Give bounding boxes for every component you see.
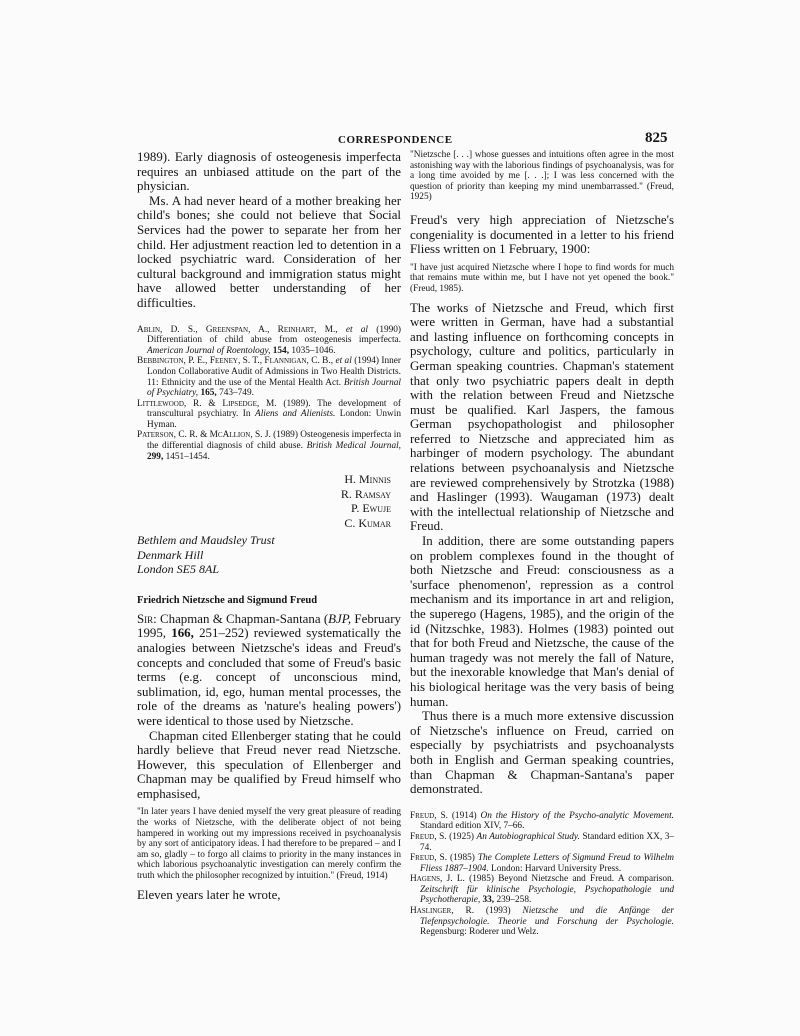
paragraph: Ms. A had never heard of a mother breaking her child's bones; she could not believe that Social Services had the power to separate her from her child. Her adjustment reaction led to detention in a locked psychiatric ward. Consideration of her cultural background and immigration status might have allowed better understanding of her difficulties. [137,193,401,310]
reference: Freud, S. (1925) An Autobiographical Study. Standard edition XX, 3–74. [410,831,675,853]
signature: P. Ewuje [350,501,391,516]
block-quote: "In later years I have denied myself the very great pleasure of reading the works of Nietzsche, with the deliberate object of not being hampered in working out my impressions received in psychoanalysis by any sort of anticipatory ideas. I had therefore to be prepared – and I am so, gladly – to forgo all claims to priority in the many instances in which laborious psychoanalytic investigation can merely confirm the truth which the philosopher recognized by intuition." (Freud, 1914) [137,807,401,882]
reference-list [137,325,401,463]
reference: Hagens, J. L. (1985) Beyond Nietzsche and Freud. A comparison. Zeitschrift für klinische Psychologie, Psychopathologie und Psychotherapie, 33, 239–258. [410,874,674,906]
reference-list [410,811,674,938]
block-quote: "I have just acquired Nietzsche where I hope to find words for much that remains mute within me, but I have not yet opened the book." (Freud, 1985). [410,262,674,294]
address-line: Bethlem and Maudsley Trust [137,533,275,548]
address-block [137,533,401,577]
signature: H. Minnis [344,472,391,487]
reference: Littlewood, R. & Lipsedge, M. (1989). The development of transcultural psychiatry. In Aliens and Alienists. London: Unwin Hyman. [137,398,401,430]
signature: R. Ramsay [340,486,391,501]
block-quote: "Nietzsche [. . .] whose guesses and intuitions often agree in the most astonishing way with the laborious findings of psychoanalysis, was for a long time avoided by me [. . .]; I was less concerned with the question of priority than keeping my mind unembarrassed." (Freud, 1925) [410,150,674,203]
address-line: London SE5 8AL [137,562,220,577]
page-number: 825 [645,130,668,146]
paragraph: The works of Nietzsche and Freud, which first were written in German, have had a substantial and lasting influence on forthcoming concepts in psychology, culture and politics, particularly in German speaking countries. Chapman's statement that only two psychiatric papers dealt in depth with the relation between Freud and Nietzsche must be qualified. Karl Jaspers, the famous German psychopathologist and philosopher referred to Nietzsche and appreciated him as harbinger of modern psychology. The abundant relations between psychoanalysis and Nietzsche are reviewed comprehensively by Strotzka (1988) and Haslinger (1993). Waugaman (1973) dealt with the intellectual relationship of Nietzsche and Freud. [410,300,674,534]
article-heading: Friedrich Nietzsche and Sigmund Freud [137,594,318,606]
reference: Freud, S. (1914) On the History of the Psycho-analytic Movement. Standard edition XIV, 7–66. [410,810,674,832]
running-header: CORRESPONDENCE [338,134,453,146]
signature: C. Kumar [344,515,391,530]
right-column [410,150,674,938]
paragraph: Sir: Chapman & Chapman-Santana (BJP, February 1995, 166, 251–252) reviewed systematically the analogies between Nietzsche's ideas and Freud's concepts and concluded that some of Freud's basic terms (e.g. concept of unconscious mind, sublimation, id, ego, human mental processes, the role of the dreams as 'nature's healing powers') were identical to those used by Nietzsche. [137,611,402,728]
reference: Bebbington, P. E., Feeney, S. T., Flannigan, C. B., et al (1994) Inner London Collaborative Audit of Admissions in Two Health Districts. 11: Ethnicity and the use of the Mental Health Act. British Journal of Psychiatry, 165, 743–749. [137,356,402,399]
address-line: Denmark Hill [137,547,204,562]
reference: Paterson, C. R. & McAllion, S. J. (1989) Osteogenesis imperfecta in the differential diagnosis of child abuse. British Medical Journal, 299, 1451–1454. [137,430,402,462]
paragraph: Freud's very high appreciation of Nietzsche's congeniality is documented in a letter to his friend Fliess written on 1 February, 1900: [410,212,674,257]
paragraph: Chapman cited Ellenberger stating that he could hardly believe that Freud never read Nietzsche. However, this speculation of Ellenberger and Chapman may be qualified by Freud himself who emphasised, [137,728,401,801]
reference: Freud, S. (1985) The Complete Letters of Sigmund Freud to Wilhelm Fliess 1887–1904. London: Harvard University Press. [410,853,675,874]
paragraph: Thus there is a much more extensive discussion of Nietzsche's influence on Freud, carried on especially by psychiatrists and psychoanalysts both in English and German speaking countries, than Chapman & Chapman-Santana's paper demonstrated. [410,709,674,797]
left-column [137,150,401,902]
paragraph: Eleven years later he wrote, [137,887,281,902]
reference: Ablin, D. S., Greenspan, A., Reinhart, M., et al (1990) Differentiation of child abuse from osteogenesis imperfecta. American Journal of Roentology, 154, 1035–1046. [137,324,402,356]
paragraph: In addition, there are some outstanding papers on problem complexes found in the thought of both Nietzsche and Freud: consciousness as a 'surface phenomenon', repression as a control mechanism and its importance in art and religion, the superego (Hagens, 1985), and the origin of the id (Nitzschke, 1983). Holmes (1983) pointed out that for both Freud and Nietzsche, the cause of the human tragedy was not merely the fall of Nature, but the inexorable knowledge that Man's denial of his biological heritage was the very basis of being human. [410,534,674,709]
signature-block [137,472,401,530]
paragraph: 1989). Early diagnosis of osteogenesis imperfecta requires an unbiased attitude on the part of the physician. [137,150,401,194]
reference: Haslinger, R. (1993) Nietzsche und die Anfänge der Tiefenpsychologie. Theorie und Forschung der Psychologie. Regensburg: Roderer und Welz. [410,906,674,938]
